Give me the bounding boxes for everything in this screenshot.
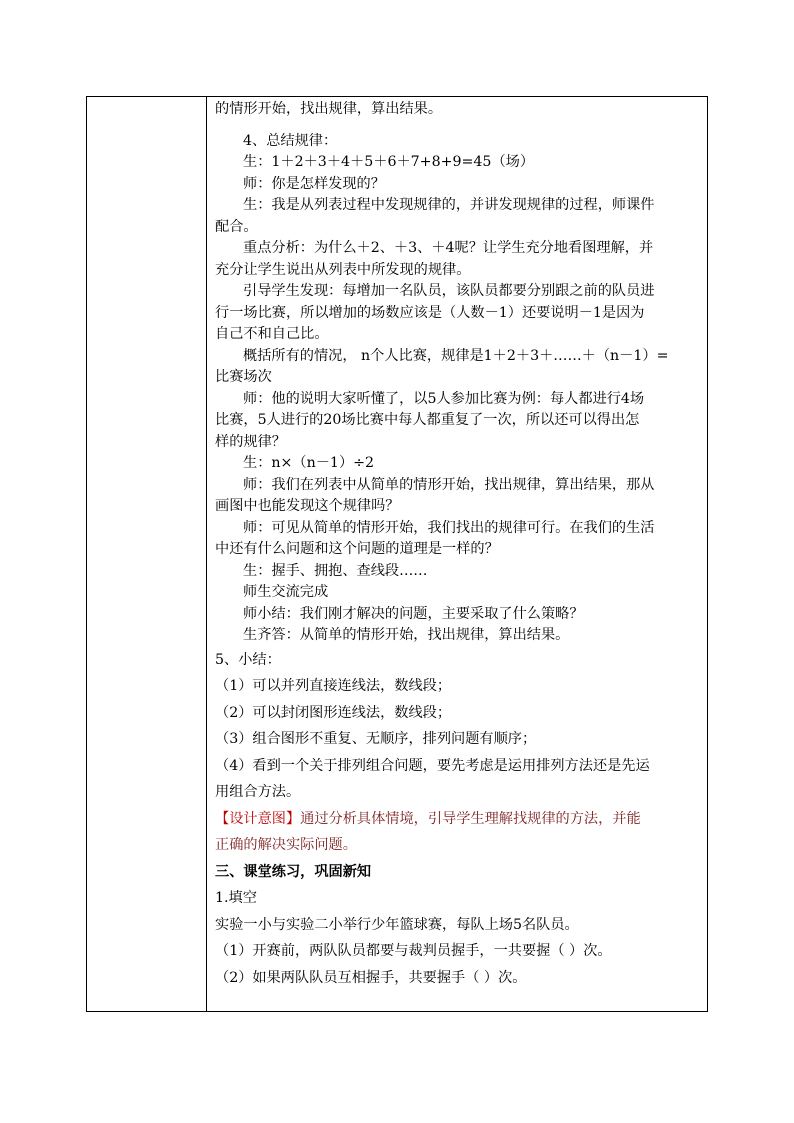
text-line: 重点分析：为什么＋2、＋3、＋4呢？让学生充分地看图理解，并 xyxy=(243,240,654,256)
column-divider xyxy=(206,97,207,1011)
text-line: 比赛场次 xyxy=(215,369,272,385)
design-intent-tag: 【设计意图】 xyxy=(215,810,301,827)
text-line: 样的规律？ xyxy=(215,433,286,450)
text-line: 生齐答：从简单的情形开始，找出规律，算出结果。 xyxy=(243,627,570,643)
design-intent-line xyxy=(215,806,703,833)
text-line: 生：1＋2＋3＋4＋5＋6＋7+8+9=45（场） xyxy=(243,154,535,170)
text-line: 自己不和自己比。 xyxy=(215,326,329,342)
text-line: 行一场比赛，所以增加的场数应该是（人数－1）还要说明－1是因为 xyxy=(215,304,645,321)
text-line: 充分让学生说出从列表中所发现的规律。 xyxy=(215,261,471,278)
design-intent-text: 通过分析具体情境，引导学生理解找规律的方法，并能 xyxy=(300,810,641,827)
summary-item: （3）组合图形不重复、无顺序，排列问题有顺序； xyxy=(215,731,537,747)
section-heading: 4、总结规律： xyxy=(243,132,338,149)
text-line: 比赛，5人进行的20场比赛中每人都重复了一次，所以还可以得出怎 xyxy=(215,412,640,428)
text-line: 师小结：我们刚才解决的问题，主要采取了什么策略？ xyxy=(243,605,584,622)
exercise-title: 1.填空 xyxy=(215,890,257,906)
summary-item: （4）看到一个关于排列组合问题，要先考虑是运用排列方法还是先运 xyxy=(215,757,650,774)
exercise-question: （1）开赛前，两队队员都要与裁判员握手，一共要握（ ）次。 xyxy=(215,943,612,959)
text-line: 的情形开始，找出规律，算出结果。 xyxy=(215,101,443,117)
text-line: 生：握手、拥抱、查线段…… xyxy=(243,562,428,579)
text-line: 中还有什么问题和这个问题的道理是一样的？ xyxy=(215,541,499,557)
lesson-content xyxy=(215,99,703,991)
text-line: 画图中也能发现这个规律吗？ xyxy=(215,498,400,514)
design-intent-text: 正确的解决实际问题。 xyxy=(215,837,357,853)
text-line: 概括所有的情况， n个人比赛，规律是1＋2＋3＋……＋（n－1）= xyxy=(243,347,669,364)
left-empty-cell xyxy=(87,97,206,1011)
section-heading: 三、课堂练习，巩固新知 xyxy=(215,863,372,880)
section-heading: 5、小结： xyxy=(215,651,281,668)
text-line: 引导学生发现：每增加一名队员，该队员都要分别跟之前的队员进 xyxy=(243,283,655,299)
text-line: 师：你是怎样发现的？ xyxy=(243,175,385,192)
text-line: 师：他的说明大家听懂了，以5人参加比赛为例：每人都进行4场 xyxy=(243,390,645,407)
text-line: 配合。 xyxy=(215,218,258,235)
exercise-question: （2）如果两队队员互相握手，共要握手（ ）次。 xyxy=(215,969,527,986)
text-line: 师：可见从简单的情形开始，我们找出的规律可行。在我们的生活 xyxy=(243,519,655,536)
text-line: 用组合方法。 xyxy=(215,784,301,800)
lesson-table xyxy=(86,96,708,1012)
text-line: 生：n×（n－1）÷2 xyxy=(243,455,375,471)
text-line: 生：我是从列表过程中发现规律的，并讲发现规律的过程，师课件 xyxy=(243,197,655,213)
text-line: 师：我们在列表中从简单的情形开始，找出规律，算出结果，那从 xyxy=(243,476,655,493)
summary-item: （1）可以并列直接连线法，数线段； xyxy=(215,678,452,694)
exercise-text: 实验一小与实验二小举行少年篮球赛，每队上场5名队员。 xyxy=(215,916,579,933)
summary-item: （2）可以封闭图形连线法，数线段； xyxy=(215,704,452,721)
text-line: 师生交流完成 xyxy=(243,584,329,600)
